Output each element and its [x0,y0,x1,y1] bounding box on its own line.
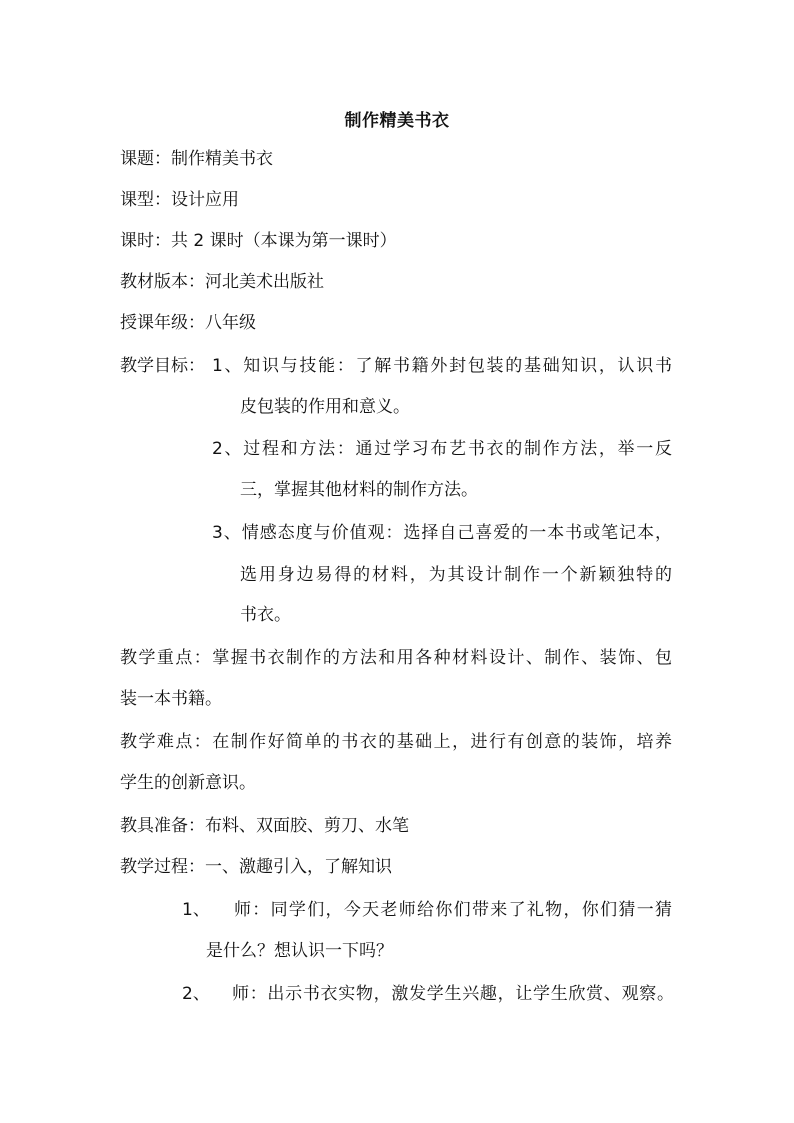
objective-3-line-1: 3、情感态度与价值观：选择自己喜爱的一本书或笔记本， [212,523,672,543]
document-title: 制作精美书衣 [344,111,450,131]
objective-3-line-3: 书衣。 [240,605,291,625]
process-step-2-number: 2、 [182,984,210,1004]
objectives-label: 教学目标： [120,356,205,376]
process-step-1-line-1: 师：同学们，今天老师给你们带来了礼物，你们猜一猜 [234,900,672,920]
difficult-points-line-1: 教学难点：在制作好简单的书衣的基础上，进行有创意的装饰，培养 [120,732,672,752]
difficult-points-line-2: 学生的创新意识。 [120,773,256,793]
objective-1-line-2: 皮包装的作用和意义。 [240,397,410,417]
process-step-1-line-2: 是什么？想认识一下吗？ [206,941,393,961]
field-edition: 教材版本：河北美术出版社 [120,272,324,292]
objective-2-line-2: 三，掌握其他材料的制作方法。 [240,480,478,500]
objective-1-line-1: 1、知识与技能：了解书籍外封包装的基础知识，认识书 [212,356,672,376]
field-topic: 课题：制作精美书衣 [120,149,273,169]
field-type: 课型：设计应用 [120,190,239,210]
process-step-2-line-1: 师：出示书衣实物，激发学生兴趣，让学生欣赏、观察。 [232,984,674,1004]
field-hours: 课时：共 2 课时（本课为第一课时） [120,231,397,251]
process-heading: 教学过程：一、激趣引入，了解知识 [120,857,392,877]
objective-2-line-1: 2、过程和方法：通过学习布艺书衣的制作方法，举一反 [212,439,672,459]
objective-3-line-2: 选用身边易得的材料，为其设计制作一个新颖独特的 [240,565,672,585]
key-points-line-2: 装一本书籍。 [120,689,222,709]
key-points-line-1: 教学重点：掌握书衣制作的方法和用各种材料设计、制作、装饰、包 [120,648,672,668]
materials-line: 教具准备：布料、双面胶、剪刀、水笔 [120,816,409,836]
field-grade: 授课年级：八年级 [120,313,256,333]
process-step-1-number: 1、 [182,900,210,920]
